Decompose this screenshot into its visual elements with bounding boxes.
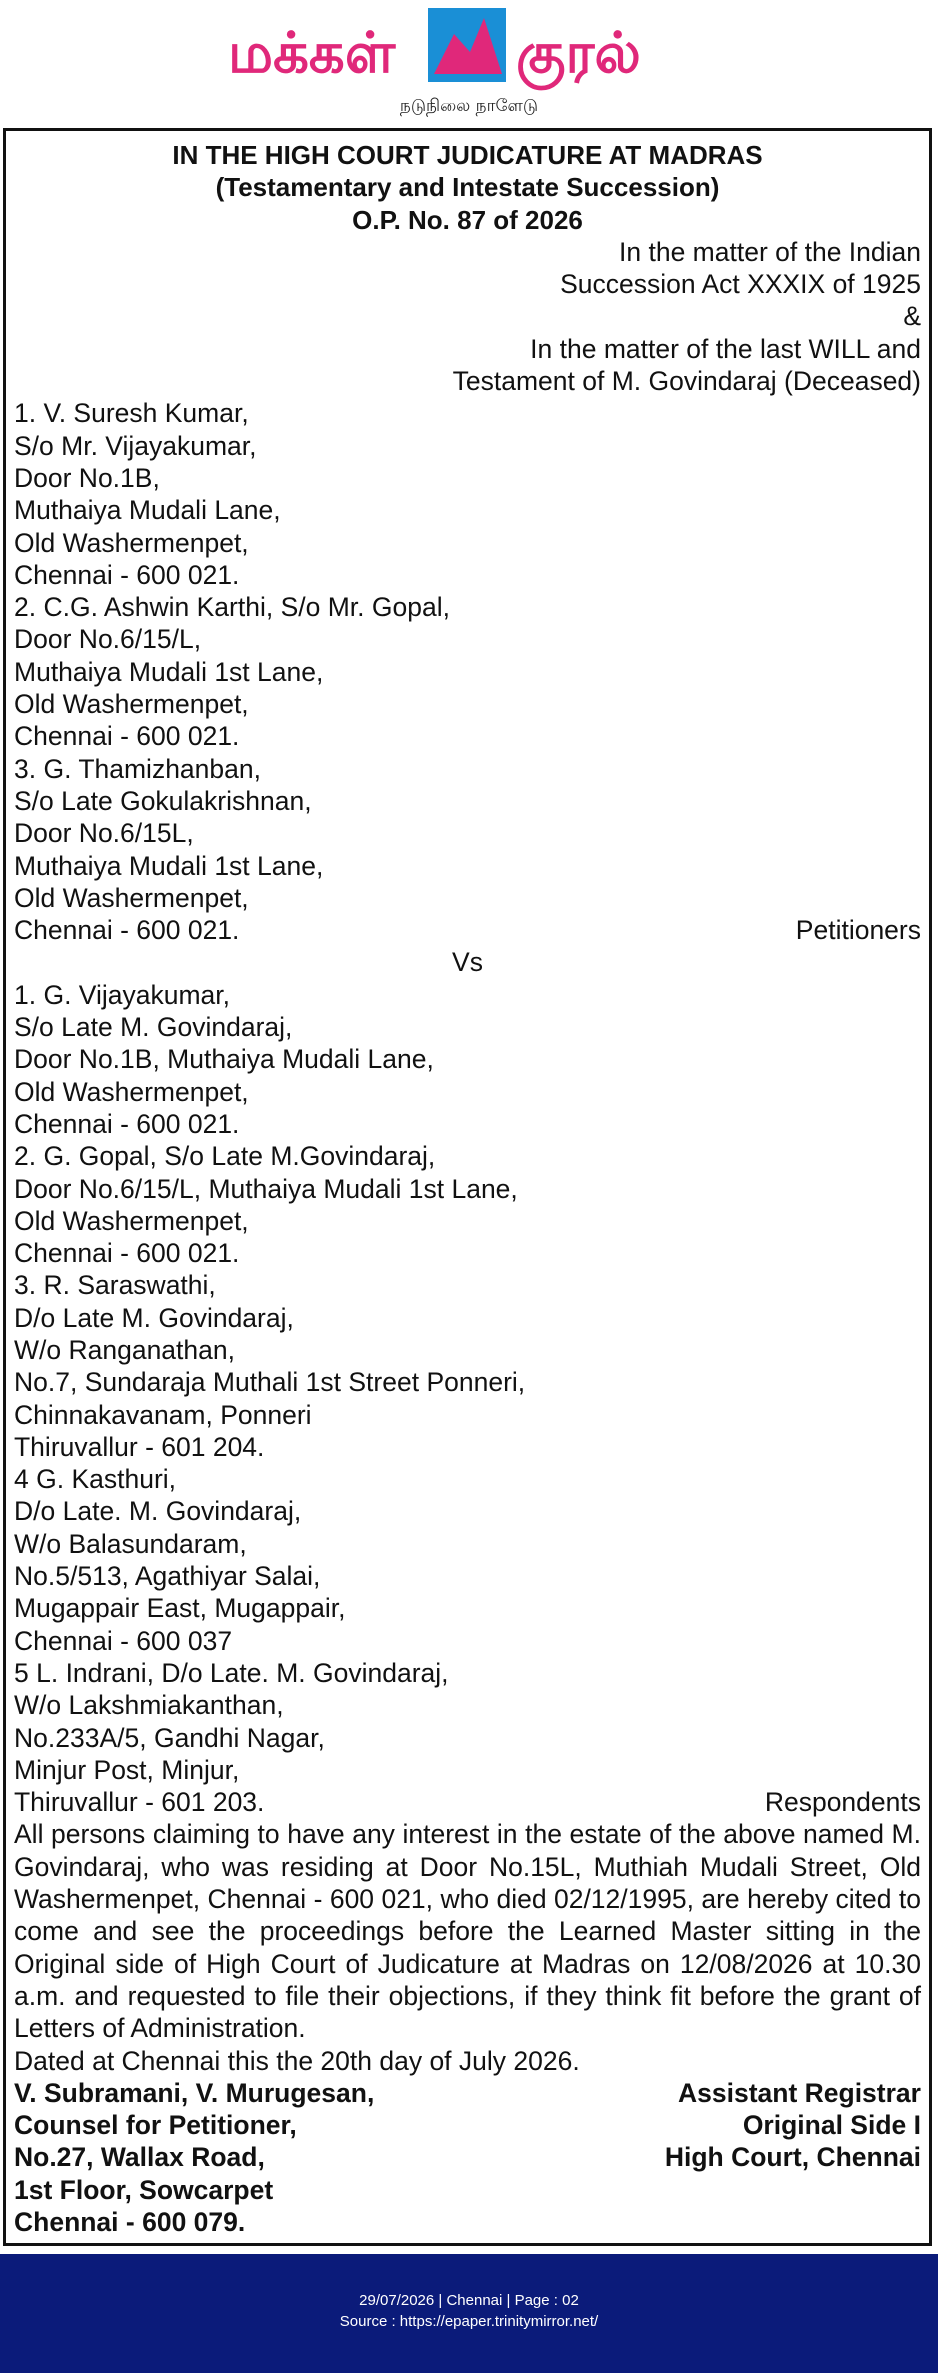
respondent-address-line: 4 G. Kasthuri, xyxy=(14,1464,177,1495)
citation-paragraph: All persons claiming to have any interest in the estate of the above named M. Govindaraj, who was residing at Door No.15L, Muthiah Mudali Street, Old Washermenpet, Chennai - 600 021, who died 02/12/1995, are hereby cited to come and see the proceedings before the Learned Master sitting in the Original side of High Court of Judicature at Madras on 12/08/2026 at 10.30 a.m. and requested to file their objections, if they think fit before the grant of Letters of Administration. xyxy=(14,1819,921,2044)
petitioners-label: Petitioners xyxy=(795,915,921,946)
petitioner-address-line: S/o Late Gokulakrishnan, xyxy=(14,785,312,816)
registrar-block xyxy=(665,2077,921,2238)
respondent-address-line: No.5/513, Agathiyar Salai, xyxy=(14,1561,321,1592)
matter-line: In the matter of the last WILL and xyxy=(530,333,921,364)
respondent-address-line: Thiruvallur - 601 204. xyxy=(14,1431,265,1462)
matter-line: Succession Act XXXIX of 1925 xyxy=(560,269,921,300)
footer-source-line: Source : https://epaper.trinitymirror.net/ xyxy=(339,2313,599,2330)
petitioner-address-line: Chennai - 600 021. xyxy=(14,721,240,752)
counsel-line: Chennai - 600 079. xyxy=(14,2207,246,2237)
respondent-address-line: W/o Balasundaram, xyxy=(14,1528,247,1559)
petitioner-address-line: Muthaiya Mudali 1st Lane, xyxy=(14,850,324,881)
page-footer xyxy=(0,2254,938,2373)
petitioner-address-line: Old Washermenpet, xyxy=(14,882,249,913)
matter-line: Testament of M. Govindaraj (Deceased) xyxy=(452,366,921,397)
respondent-address-line: W/o Ranganathan, xyxy=(14,1334,235,1365)
counsel-line: V. Subramani, V. Murugesan, xyxy=(14,2077,375,2108)
petitioner-address-line: S/o Mr. Vijayakumar, xyxy=(14,430,257,461)
respondent-address-line: Chinnakavanam, Ponneri xyxy=(14,1399,312,1430)
respondent-address-line: Minjur Post, Minjur, xyxy=(14,1754,240,1785)
dated-line: Dated at Chennai this the 20th day of July 2026. xyxy=(14,2045,580,2076)
petitioner-address-line: Old Washermenpet, xyxy=(14,689,249,720)
petitioner-closing-row xyxy=(14,914,921,946)
footer-date-line: 29/07/2026 | Chennai | Page : 02 xyxy=(359,2292,579,2309)
legal-notice-frame xyxy=(3,128,932,2246)
respondent-last-line: Thiruvallur - 601 203. xyxy=(14,1787,265,1818)
respondent-address-line: D/o Late M. Govindaraj, xyxy=(14,1302,294,1333)
respondent-address-line: S/o Late M. Govindaraj, xyxy=(14,1012,293,1043)
masthead-tagline: நடுநிலை நாளேடு xyxy=(399,96,539,116)
petitioner-address-line: Muthaiya Mudali Lane, xyxy=(14,495,281,526)
logo-text-right: குரல் xyxy=(516,21,641,86)
counsel-block xyxy=(14,2077,374,2238)
respondent-address-line: Mugappair East, Mugappair, xyxy=(14,1593,346,1624)
respondent-address-line: D/o Late. M. Govindaraj, xyxy=(14,1496,302,1527)
respondent-address-line: Chennai - 600 021. xyxy=(14,1108,240,1139)
counsel-line: 1st Floor, Sowcarpet xyxy=(14,2174,274,2205)
logo-text-left: மக்கள் xyxy=(228,21,396,86)
respondent-closing-row xyxy=(14,1786,921,1818)
respondent-address-line: 2. G. Gopal, S/o Late M.Govindaraj, xyxy=(14,1141,436,1172)
signature-block xyxy=(14,2077,921,2238)
counsel-line: No.27, Wallax Road, xyxy=(14,2142,265,2173)
respondent-address-line: 3. R. Saraswathi, xyxy=(14,1270,216,1301)
respondent-address-line: W/o Lakshmiakanthan, xyxy=(14,1690,284,1721)
respondent-address-line: Chennai - 600 021. xyxy=(14,1238,240,1269)
registrar-line: Original Side I xyxy=(742,2110,921,2141)
matter-line: & xyxy=(903,301,921,332)
respondent-address-line: Old Washermenpet, xyxy=(14,1076,249,1107)
respondent-address-line: 1. G. Vijayakumar, xyxy=(14,979,231,1010)
petitioner-address-line: Door No.6/15/L, xyxy=(14,624,202,655)
case-number: O.P. No. 87 of 2026 xyxy=(352,204,583,235)
petitioner-address-line: Door No.1B, xyxy=(14,462,160,493)
respondent-address-line: Chennai - 600 037 xyxy=(14,1625,233,1656)
petitioner-block xyxy=(14,397,921,914)
petitioner-last-line: Chennai - 600 021. xyxy=(14,915,240,946)
court-title: IN THE HIGH COURT JUDICATURE AT MADRAS xyxy=(172,140,763,170)
petitioner-address-line: Old Washermenpet, xyxy=(14,527,249,558)
jurisdiction-title: (Testamentary and Intestate Succession) xyxy=(215,172,720,203)
counsel-line: Counsel for Petitioner, xyxy=(14,2110,297,2141)
matter-line: In the matter of the Indian xyxy=(619,236,921,267)
petitioner-address-line: Door No.6/15L, xyxy=(14,818,194,849)
petitioner-address-line: 2. C.G. Ashwin Karthi, S/o Mr. Gopal, xyxy=(14,592,450,623)
legal-notice xyxy=(14,139,921,2238)
newspaper-logo xyxy=(228,4,712,96)
masthead xyxy=(0,0,938,128)
petitioner-address-line: Chennai - 600 021. xyxy=(14,559,240,590)
respondent-address-line: Old Washermenpet, xyxy=(14,1205,249,1236)
respondent-address-line: Door No.6/15/L, Muthaiya Mudali 1st Lane, xyxy=(14,1173,518,1204)
registrar-line: High Court, Chennai xyxy=(664,2142,921,2173)
respondent-address-line: No.233A/5, Gandhi Nagar, xyxy=(14,1722,325,1753)
respondents-label: Respondents xyxy=(764,1787,921,1818)
respondent-address-line: No.7, Sundaraja Muthali 1st Street Ponneri, xyxy=(14,1367,526,1398)
matter-block xyxy=(14,236,921,397)
respondent-address-line: 5 L. Indrani, D/o Late. M. Govindaraj, xyxy=(14,1657,449,1688)
respondent-address-line: Door No.1B, Muthaiya Mudali Lane, xyxy=(14,1044,434,1075)
versus-label: Vs xyxy=(452,947,483,978)
petitioner-address-line: Muthaiya Mudali 1st Lane, xyxy=(14,656,324,687)
respondent-block xyxy=(14,979,921,1786)
petitioner-address-line: 3. G. Thamizhanban, xyxy=(14,753,261,784)
petitioner-address-line: 1. V. Suresh Kumar, xyxy=(14,398,249,429)
registrar-line: Assistant Registrar xyxy=(677,2077,921,2108)
